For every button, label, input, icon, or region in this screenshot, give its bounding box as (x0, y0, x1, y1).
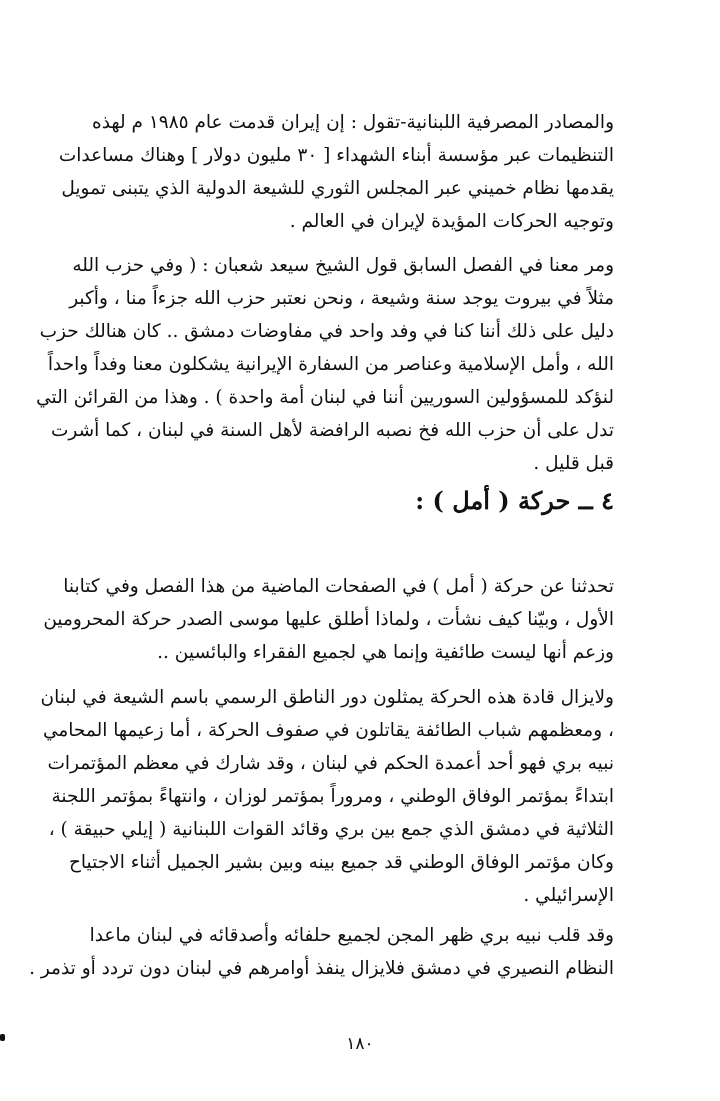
scan-edge-mark (0, 1034, 5, 1041)
paragraph-funding (58, 106, 614, 238)
text-line: الإسرائيلي . (523, 885, 614, 906)
paragraph-nabih-berri (29, 919, 614, 985)
text-line: وتوجيه الحركات المؤيدة لإيران في العالم . (289, 211, 614, 232)
text-line: تحدثنا عن حركة ( أمل ) في الصفحات الماضية من هذا الفصل وفي كتابنا (63, 576, 614, 597)
text-line: النظام النصيري في دمشق فلايزال ينفذ أوامرهم في لبنان دون تردد أو تذمر . (29, 958, 614, 979)
text-line: ، ومعظمهم شباب الطائفة يقاتلون في صفوف الحركة ، أما زعيمها المحامي (42, 720, 614, 741)
text-line: وكان مؤتمر الوفاق الوطني قد جميع بينه وبين بشير الجميل أثناء الاجتياح (68, 852, 614, 873)
page-number: ١٨٠ (346, 1034, 374, 1054)
text-line: ابتداءً بمؤتمر الوفاق الوطني ، ومروراً بمؤتمر لوزان ، وانتهاءً بمؤتمر اللجنة (51, 786, 614, 807)
text-line: وقد قلب نبيه بري ظهر المجن لجميع حلفائه وأصدقائه في لبنان ماعدا (89, 925, 614, 946)
text-line: التنظيمات عبر مؤسسة أبناء الشهداء [ ٣٠ مليون دولار ] وهناك مساعدات (58, 145, 614, 166)
text-line: دليل على ذلك أننا كنا في وفد واحد في مفاوضات دمشق .. كان هنالك حزب (39, 321, 614, 342)
text-line: لنؤكد للمسؤولين السوريين أننا في لبنان أمة واحدة ) . وهذا من القرائن التي (36, 387, 614, 408)
text-line: والمصادر المصرفية اللبنانية-تقول : إن إيران قدمت عام ١٩٨٥ م لهذه (92, 112, 614, 133)
text-line: ومر معنا في الفصل السابق قول الشيخ سيعد شعبان : ( وفي حزب الله (72, 255, 614, 276)
text-line: ولايزال قادة هذه الحركة يمثلون دور الناطق الرسمي باسم الشيعة في لبنان (40, 687, 614, 708)
text-line: تدل على أن حزب الله فخ نصبه الرافضة لأهل السنة في لبنان ، كما أشرت (51, 420, 614, 441)
text-line: الأول ، وبيّنا كيف نشأت ، ولماذا أطلق عليها موسى الصدر حركة المحرومين (43, 609, 614, 630)
paragraph-amal-intro (43, 570, 614, 669)
text-line: الله ، وأمل الإسلامية وعناصر من السفارة الإيرانية يشكلون معنا وفداً واحداً (47, 354, 614, 375)
paragraph-amal-leaders (40, 681, 614, 912)
text-line: الثلاثية في دمشق الذي جمع بين بري وقائد القوات اللبنانية ( إيلي حبيقة ) ، (48, 819, 614, 840)
text-line: مثلاً في بيروت يوجد سنة وشيعة ، ونحن نعتبر حزب الله جزءاً منا ، وأكبر (69, 288, 614, 309)
text-line: نبيه بري فهو أحد أعمدة الحكم في لبنان ، وقد شارك في معظم المؤتمرات (47, 753, 614, 774)
text-line: يقدمها نظام خميني عبر المجلس الثوري للشيعة الدولية الذي يتبنى تمويل (61, 178, 614, 199)
section-heading: ٤ ــ حركة ( أمل ) : (415, 486, 614, 515)
text-line: قبل قليل . (533, 453, 614, 474)
text-line: وزعم أنها ليست طائفية وإنما هي لجميع الفقراء والبائسين .. (157, 642, 614, 663)
paragraph-hezbollah (36, 249, 614, 480)
